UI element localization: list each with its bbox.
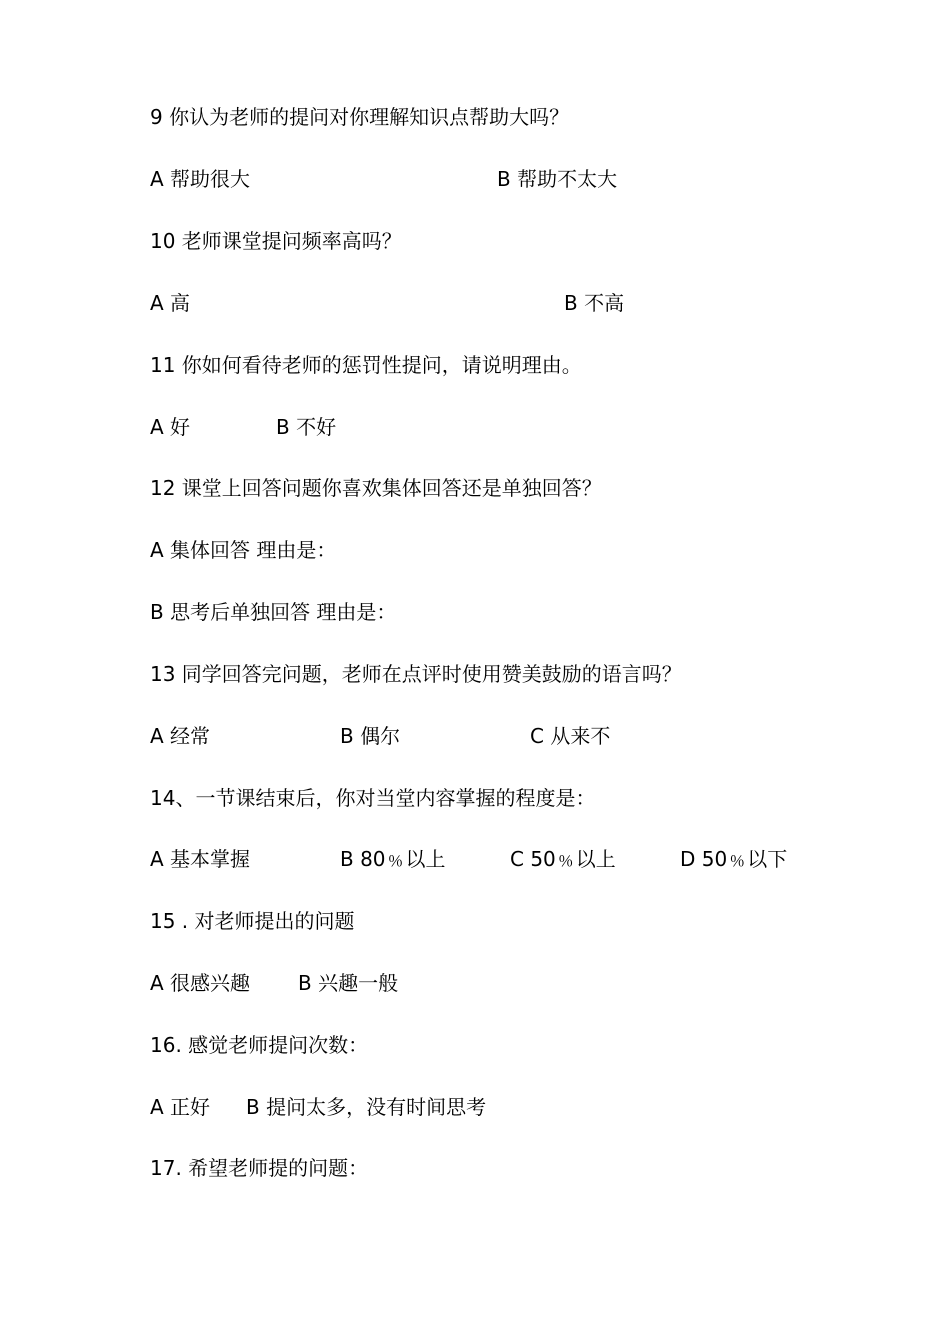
option-b: B 兴趣一般 xyxy=(298,971,399,995)
question-11: 11 你如何看待老师的惩罚性提问，请说明理由。 xyxy=(150,353,582,377)
question-12: 12 课堂上回答问题你喜欢集体回答还是单独回答？ xyxy=(150,476,602,500)
option-a: A 高 xyxy=(150,291,191,315)
question-10: 10 老师课堂提问频率高吗？ xyxy=(150,229,402,253)
option-b: B 不高 xyxy=(564,291,625,315)
option-a: A 帮助很大 xyxy=(150,167,251,191)
question-15: 15 . 对老师提出的问题 xyxy=(150,909,355,933)
question-14: 14、一节课结束后，你对当堂内容掌握的程度是： xyxy=(150,786,596,810)
option-b: B 80﹪以上 xyxy=(340,847,446,871)
option-d: D 50﹪以下 xyxy=(680,847,788,871)
option-a: A 很感兴趣 xyxy=(150,971,251,995)
option-b: B 偶尔 xyxy=(340,724,401,748)
option-a: A 经常 xyxy=(150,724,211,748)
question-13: 13 同学回答完问题，老师在点评时使用赞美鼓励的语言吗？ xyxy=(150,662,682,686)
option-b: B 提问太多，没有时间思考 xyxy=(246,1095,487,1119)
option-b: B 不好 xyxy=(276,415,337,439)
question-12-option-a: A 集体回答 理由是： xyxy=(150,538,337,562)
option-a: A 基本掌握 xyxy=(150,847,251,871)
option-c: C 从来不 xyxy=(530,724,611,748)
question-17: 17. 希望老师提的问题： xyxy=(150,1156,369,1180)
option-a: A 正好 xyxy=(150,1095,211,1119)
question-9: 9 你认为老师的提问对你理解知识点帮助大吗？ xyxy=(150,105,570,129)
option-b: B 帮助不太大 xyxy=(497,167,618,191)
option-c: C 50﹪以上 xyxy=(510,847,616,871)
question-16: 16. 感觉老师提问次数： xyxy=(150,1033,369,1057)
question-12-option-b: B 思考后单独回答 理由是： xyxy=(150,600,397,624)
option-a: A 好 xyxy=(150,415,191,439)
